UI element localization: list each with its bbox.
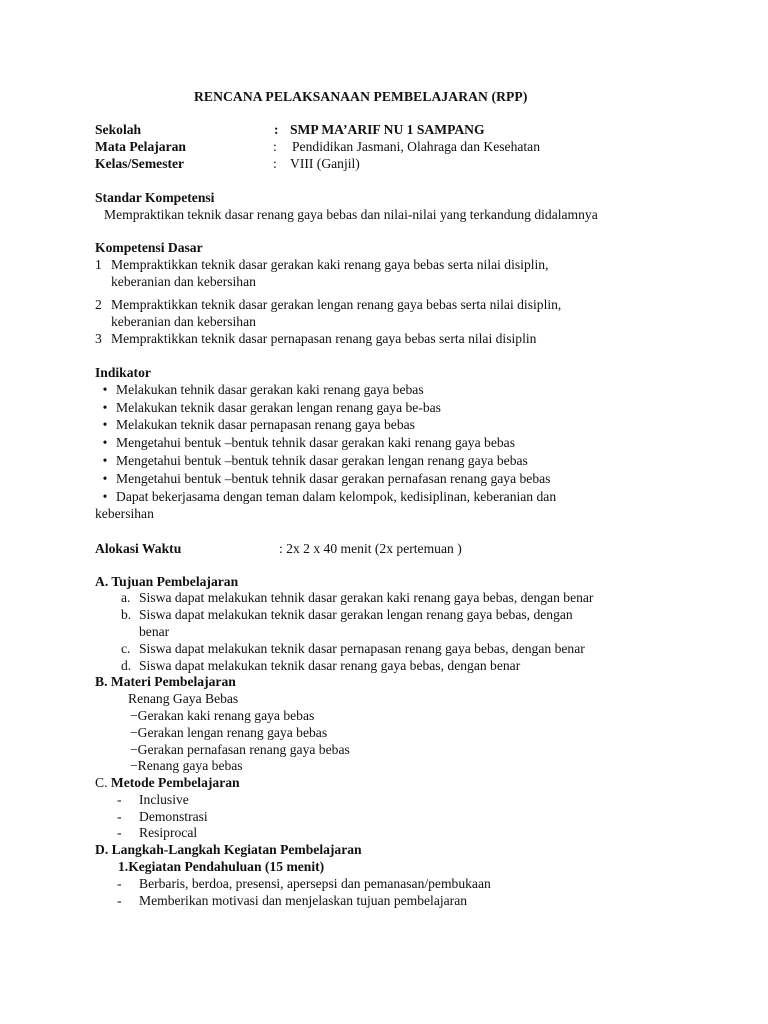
materi-heading: B. Materi Pembelajaran	[95, 674, 236, 689]
standar-heading: Standar Kompetensi	[95, 190, 215, 205]
bullet-icon: •	[102, 453, 108, 468]
kd-item-text-wrap: keberanian dan kebersihan	[111, 314, 256, 329]
standar-text: Mempraktikan teknik dasar renang gaya bebas dan nilai-nilai yang terkandung didalamnya	[104, 207, 598, 222]
class-value: VIII (Ganjil)	[290, 156, 360, 171]
kd-item-text: Mempraktikkan teknik dasar gerakan lengan renang gaya bebas serta nilai disiplin,	[111, 297, 562, 312]
bullet-icon: •	[102, 435, 108, 450]
tujuan-heading: A. Tujuan Pembelajaran	[95, 574, 239, 589]
bullet-icon: •	[102, 417, 108, 432]
materi-item: −Gerakan pernafasan renang gaya bebas	[130, 742, 350, 757]
kd-number: 1	[95, 257, 102, 272]
tujuan-item: Siswa dapat melakukan teknik dasar gerakan lengan renang gaya bebas, dengan	[139, 607, 573, 622]
bullet-icon: •	[102, 400, 108, 415]
kd-item-text: Mempraktikkan teknik dasar pernapasan renang gaya bebas serta nilai disiplin	[111, 331, 537, 346]
school-label: Sekolah	[95, 122, 142, 137]
class-colon: :	[273, 156, 277, 171]
langkah-subheading: 1.Kegiatan Pendahuluan (15 menit)	[118, 859, 325, 874]
indikator-item-wrap: kebersihan	[95, 506, 154, 521]
metode-prefix: C.	[95, 775, 111, 790]
tujuan-item: Siswa dapat melakukan teknik dasar renang gaya bebas, dengan benar	[139, 658, 521, 673]
tujuan-item: Siswa dapat melakukan tehnik dasar gerakan kaki renang gaya bebas, dengan benar	[139, 590, 594, 605]
dash-marker: -	[117, 792, 122, 807]
subject-label: Mata Pelajaran	[95, 139, 186, 154]
materi-item: −Renang gaya bebas	[130, 758, 243, 773]
school-value: SMP MA’ARIF NU 1 SAMPANG	[290, 122, 485, 137]
metode-heading	[95, 774, 240, 791]
subject-value: Pendidikan Jasmani, Olahraga dan Kesehatan	[292, 139, 541, 154]
tujuan-item: Siswa dapat melakukan teknik dasar pernapasan renang gaya bebas, dengan benar	[139, 641, 585, 656]
indikator-item: Mengetahui bentuk –bentuk tehnik dasar gerakan kaki renang gaya bebas	[116, 435, 515, 450]
bullet-icon: •	[102, 471, 108, 486]
dash-marker: -	[117, 809, 122, 824]
kd-number: 2	[95, 297, 102, 312]
metode-item: Inclusive	[139, 792, 189, 807]
kd-number: 3	[95, 331, 102, 346]
class-label: Kelas/Semester	[95, 156, 185, 171]
tujuan-item-wrap: benar	[139, 624, 170, 639]
page-title: RENCANA PELAKSANAAN PEMBELAJARAN (RPP)	[194, 89, 528, 104]
bullet-icon: •	[102, 382, 108, 397]
dash-marker: -	[117, 825, 122, 840]
kd-item-text-wrap: keberanian dan kebersihan	[111, 274, 256, 289]
alokasi-label: Alokasi Waktu	[95, 541, 182, 556]
kd-item-text: Mempraktikkan teknik dasar gerakan kaki renang gaya bebas serta nilai disiplin,	[111, 257, 549, 272]
materi-item: −Gerakan kaki renang gaya bebas	[130, 708, 315, 723]
materi-subtitle: Renang Gaya Bebas	[128, 691, 239, 706]
indikator-item: Melakukan teknik dasar pernapasan renang gaya bebas	[116, 417, 415, 432]
materi-item: −Gerakan lengan renang gaya bebas	[130, 725, 328, 740]
langkah-item: Berbaris, berdoa, presensi, apersepsi dan pemanasan/pembukaan	[139, 876, 491, 891]
indikator-item: Mengetahui bentuk –bentuk tehnik dasar gerakan lengan renang gaya bebas	[116, 453, 528, 468]
tujuan-letter: d.	[121, 658, 132, 673]
subject-colon: :	[273, 139, 277, 154]
langkah-heading: D. Langkah-Langkah Kegiatan Pembelajaran	[95, 842, 362, 857]
indikator-item: Dapat bekerjasama dengan teman dalam kelompok, kedisiplinan, keberanian dan	[116, 489, 557, 504]
indikator-item: Melakukan teknik dasar gerakan lengan renang gaya be-bas	[116, 400, 441, 415]
indikator-item: Melakukan tehnik dasar gerakan kaki renang gaya bebas	[116, 382, 424, 397]
dash-marker: -	[117, 893, 122, 908]
langkah-item: Memberikan motivasi dan menjelaskan tujuan pembelajaran	[139, 893, 468, 908]
tujuan-letter: c.	[121, 641, 131, 656]
metode-item: Demonstrasi	[139, 809, 208, 824]
indikator-heading: Indikator	[95, 365, 151, 380]
bullet-icon: •	[102, 489, 108, 504]
alokasi-value: : 2x 2 x 40 menit (2x pertemuan )	[279, 541, 462, 556]
dash-marker: -	[117, 876, 122, 891]
indikator-item: Mengetahui bentuk –bentuk tehnik dasar gerakan pernafasan renang gaya bebas	[116, 471, 551, 486]
metode-title: Metode Pembelajaran	[110, 775, 240, 790]
kompetensi-heading: Kompetensi Dasar	[95, 240, 203, 255]
school-colon: :	[274, 122, 279, 137]
tujuan-letter: a.	[121, 590, 131, 605]
metode-item: Resiprocal	[139, 825, 198, 840]
tujuan-letter: b.	[121, 607, 132, 622]
